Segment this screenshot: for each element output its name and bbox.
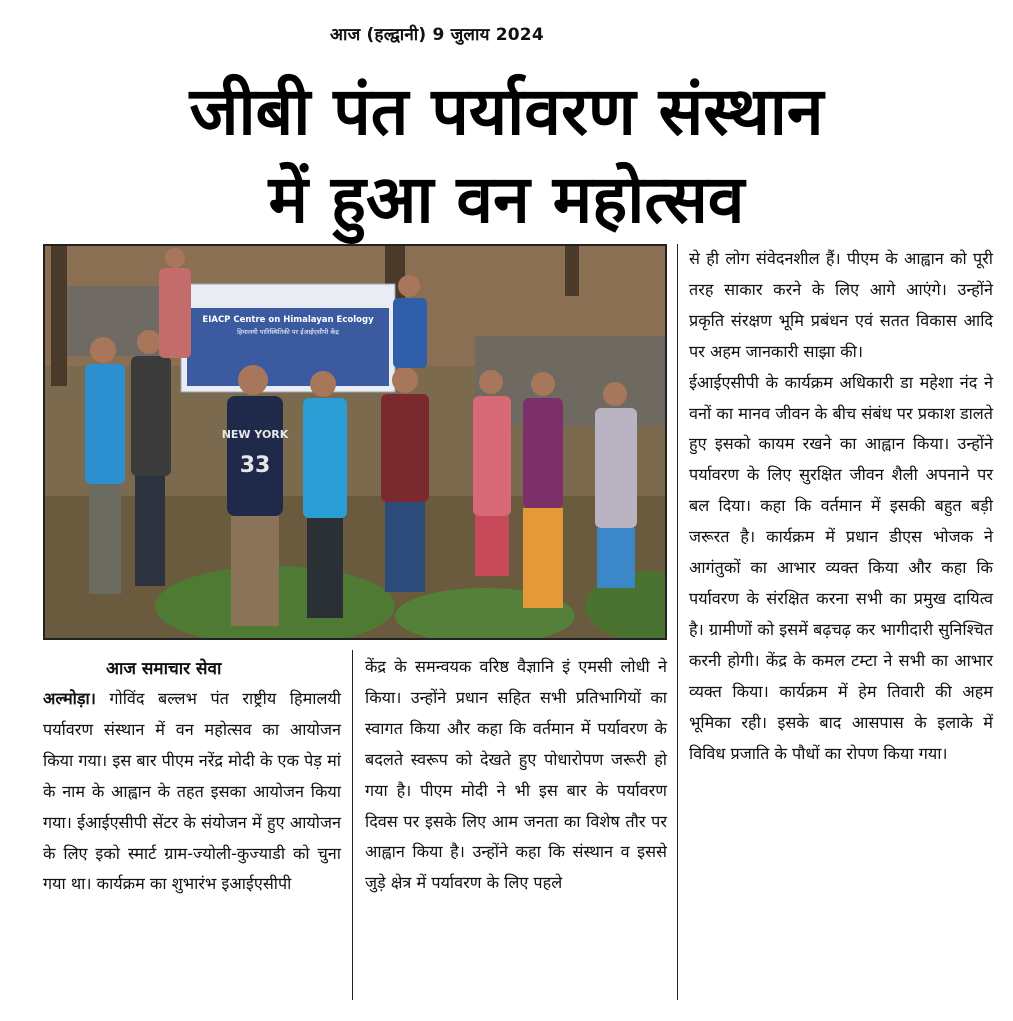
- masthead-dateline: आज (हल्द्वानी) 9 जुलाय 2024: [330, 25, 544, 45]
- banner-text: EIACP Centre on Himalayan Ecology: [202, 315, 374, 325]
- headline: [0, 68, 1013, 244]
- headline-line-2: में हुआ वन महोत्सव: [268, 161, 745, 238]
- tree-trunk: [51, 246, 67, 386]
- article-column-1: [43, 684, 341, 900]
- article-column-3: [689, 244, 993, 769]
- column-1-text: गोविंद बल्लभ पंत राष्ट्रीय हिमालयी पर्यावरण संस्थान में वन महोत्सव का आयोजन किया गया। इस बार पीएम नरेंद्र मोदी के एक पेड़ मां के नाम के आह्वान के तहत इसका आयोजन किया गया। ईआईएसीपी सेंटर के संयोजन में हुए आयोजन के लिए इको स्मार्ट ग्राम-ज्योली-कुज्याडी को चुना गया था। कार्यक्रम का शुभारंभ इआईएसीपी: [43, 689, 342, 894]
- column-divider: [352, 650, 353, 1000]
- column-3-paragraph-1: से ही लोग संवेदनशील हैं। पीएम के आह्वान को पूरी तरह साकार करने के लिए आगे आएंगे। उन्होंने प्रकृति संरक्षण भूमि प्रबंधन एवं सतत विकास आदि पर अहम जानकारी साझा की।: [689, 249, 993, 361]
- paragraph: [43, 684, 341, 900]
- news-photo: [43, 244, 667, 640]
- column-3-paragraph-2: ईआईएसीपी के कार्यक्रम अधिकारी डा महेशा नंद ने वनों का मानव जीवन के बीच संबंध पर प्रकाश डालते हुए इसको कायम रखने का आह्वान किया। उन्होंने पर्यावरण के लिए सुरक्षित जीवन शैली अपनाने पर बल दिया। कहा कि वर्तमान में इसकी बहुत बड़ी जरूरत है। कार्यक्रम में प्रधान डीएस भोजक ने आगंतुकों का आभार व्यक्त किया और कहा कि पर्यावरण के संरक्षित करना सभी का प्रमुख दायित्व है। ग्रामीणों को इसमें बढ़चढ़ कर भागीदारी सुनिश्चित करनी होगी। केंद्र के कमल टम्टा ने सभी का आभार व्यक्त किया। कार्यक्रम में हेम तिवारी की अहम भूमिका रही। इसके बाद आसपास के इलाके में विविध प्रजाति के पौधों का रोपण किया गया।: [689, 372, 993, 763]
- dateline: अल्मोड़ा।: [43, 689, 96, 708]
- column-2-text: केंद्र के समन्वयक वरिष्ठ वैज्ञानि इं एमसी लोधी ने किया। उन्होंने प्रधान सहित सभी प्रतिभागियों का स्वागत किया और कहा कि वर्तमान में पर्यावरण के बदलते स्वरूप को देखते हुए पोधारोपण जरूरी हो गया है। पीएम मोदी ने भी इस बार के पर्यावरण दिवस पर इसके लिए आम जनता का विशेष तौर पर आह्वान किया है। उन्होंने कहा कि संस्थान व इससे जुड़े क्षेत्र में पर्यावरण के लिए पहले: [365, 657, 667, 893]
- headline-line-1: जीबी पंत पर्यावरण संस्थान: [189, 73, 824, 150]
- banner-subtext: हिमालयी पारिस्थितिकी पर ईआईएसीपी केंद्र: [237, 328, 339, 336]
- article-column-2: [365, 652, 667, 899]
- shirt-number: 33: [239, 453, 271, 478]
- byline: आज समाचार सेवा: [106, 659, 222, 679]
- photo-illustration: [45, 246, 665, 638]
- tree-trunk: [565, 246, 579, 296]
- shirt-text: NEW YORK: [221, 428, 289, 441]
- column-divider: [677, 244, 678, 1000]
